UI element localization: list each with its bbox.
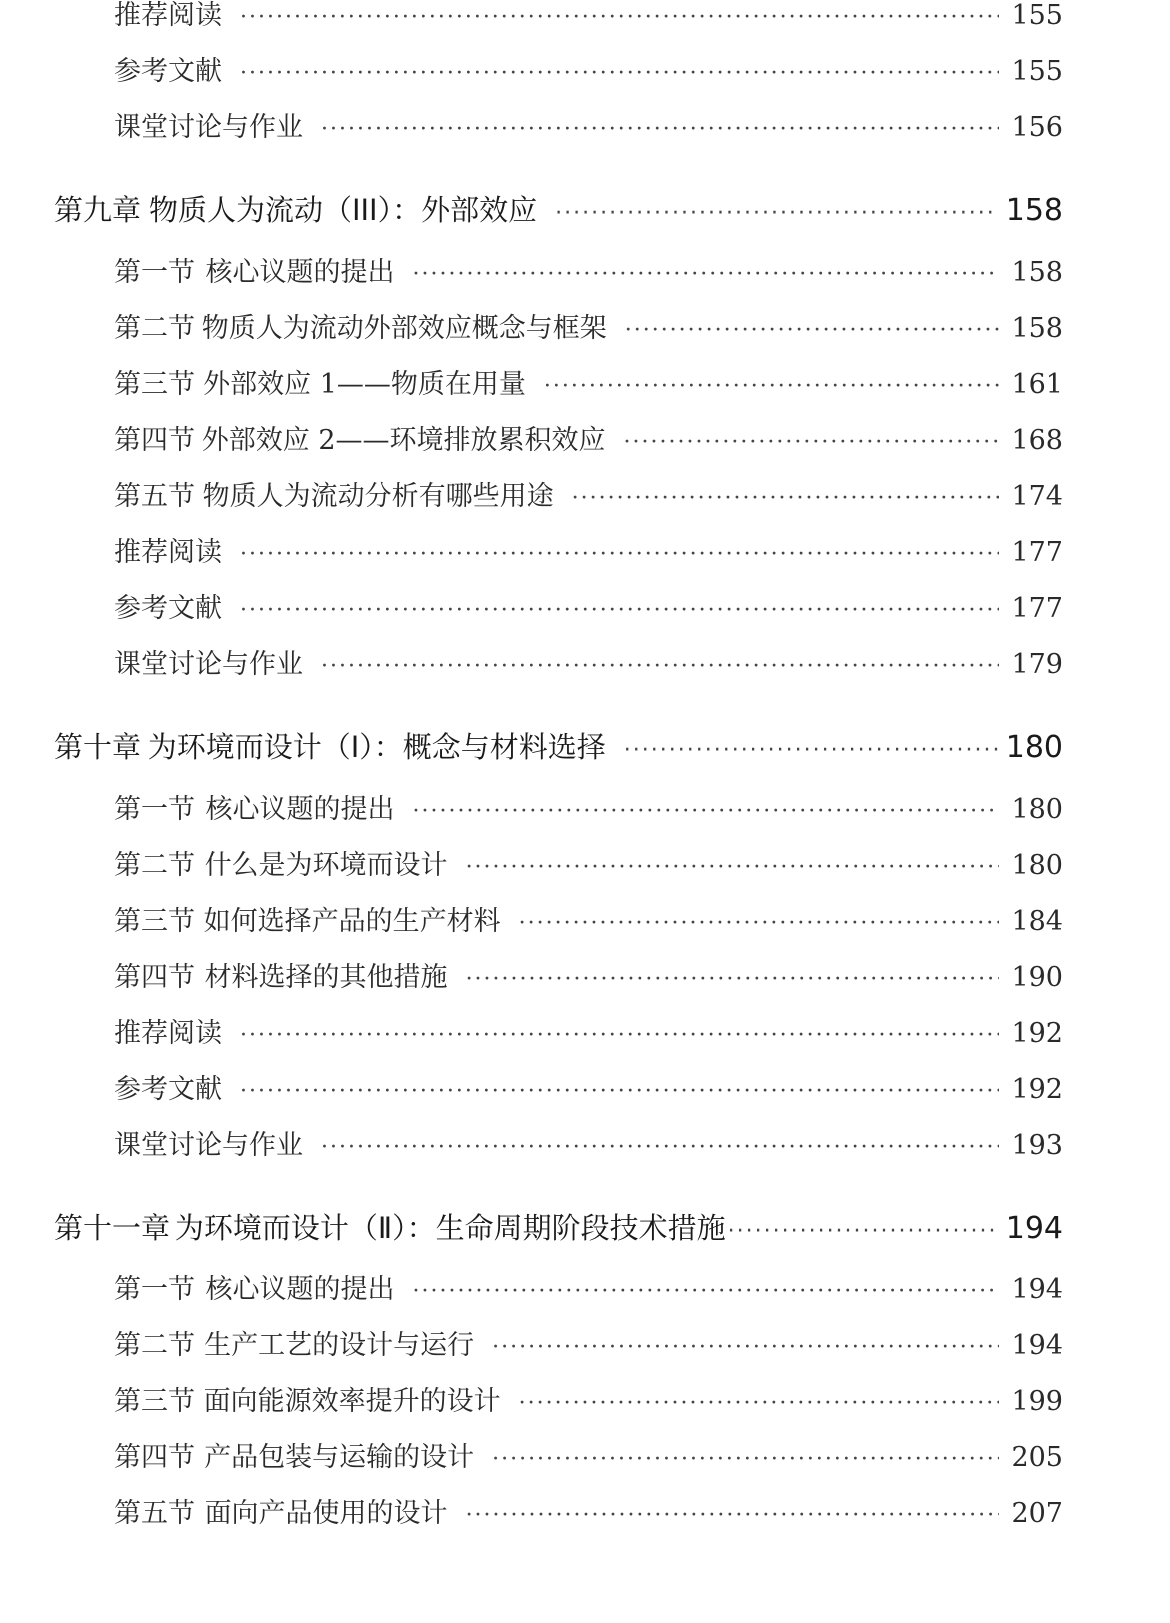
dot-leader	[413, 257, 999, 293]
section-number: 第五节	[114, 481, 195, 512]
chapter-number: 第十章	[54, 730, 142, 764]
dot-leader	[544, 369, 999, 405]
section-title: 物质人为流动外部效应概念与框架	[201, 313, 607, 344]
page-number: 177	[1011, 537, 1063, 568]
section-title: 外部效应 1——物质在用量	[203, 369, 526, 400]
toc-entry[interactable]	[114, 960, 1063, 998]
section-title: 外部效应 2——环境排放累积效应	[201, 425, 606, 456]
toc-entry[interactable]	[114, 110, 1063, 148]
dot-leader	[413, 794, 999, 830]
page-number: 168	[1011, 425, 1063, 456]
toc-entry[interactable]	[114, 311, 1063, 349]
entry-title: 参考文献	[114, 1074, 222, 1105]
toc-entry[interactable]	[114, 792, 1063, 830]
dot-leader	[466, 1498, 999, 1534]
section-title: 面向产品使用的设计	[204, 1498, 448, 1529]
dot-leader	[624, 425, 1000, 461]
section-number: 第二节	[114, 313, 195, 344]
dot-leader	[466, 962, 999, 998]
page-number: 156	[1011, 112, 1063, 143]
page-number: 161	[1011, 369, 1063, 400]
toc-entry[interactable]	[114, 1440, 1063, 1478]
toc-entry[interactable]	[114, 1072, 1063, 1110]
section-number: 第四节	[114, 425, 195, 456]
toc-entry[interactable]	[114, 423, 1063, 461]
toc-entry[interactable]	[114, 535, 1063, 573]
section-title: 核心议题的提出	[205, 794, 395, 825]
toc-chapter-entry[interactable]	[54, 190, 1063, 234]
toc-entry[interactable]	[114, 479, 1063, 517]
toc-entry[interactable]	[114, 1496, 1063, 1534]
section-title: 核心议题的提出	[205, 257, 395, 288]
page-number: 180	[1011, 850, 1063, 881]
toc-entry[interactable]	[114, 1128, 1063, 1166]
entry-title: 推荐阅读	[114, 0, 222, 31]
page-number: 199	[1011, 1386, 1063, 1417]
dot-leader	[728, 1212, 998, 1252]
entry-title: 推荐阅读	[114, 537, 222, 568]
toc-entry[interactable]	[114, 647, 1063, 685]
dot-leader	[625, 313, 999, 349]
dot-leader	[240, 537, 999, 573]
dot-leader	[519, 906, 999, 942]
section-title: 面向能源效率提升的设计	[203, 1386, 501, 1417]
chapter-number: 第九章	[54, 193, 142, 227]
page-number: 205	[1011, 1442, 1063, 1473]
section-number: 第一节	[114, 1274, 195, 1305]
page-number: 179	[1011, 649, 1063, 680]
section-number: 第二节	[114, 850, 195, 881]
toc-entry[interactable]	[114, 54, 1063, 92]
toc-entry[interactable]	[114, 1328, 1063, 1366]
section-number: 第五节	[114, 1498, 195, 1529]
page-number: 158	[1011, 257, 1063, 288]
toc-entry[interactable]	[114, 591, 1063, 629]
section-number: 第二节	[114, 1330, 195, 1361]
toc-entry[interactable]	[114, 255, 1063, 293]
dot-leader	[555, 194, 998, 234]
section-title: 生产工艺的设计与运行	[204, 1330, 475, 1361]
dot-leader	[240, 56, 999, 92]
page-number: 207	[1011, 1498, 1063, 1529]
dot-leader	[321, 112, 999, 148]
section-number: 第一节	[114, 257, 195, 288]
page-number: 194	[1005, 1211, 1063, 1246]
chapter-title: 为环境而设计（Ⅰ）：概念与材料选择	[147, 730, 606, 764]
dot-leader	[492, 1330, 999, 1366]
dot-leader	[492, 1442, 999, 1478]
chapter-title: 物质人为流动（III）：外部效应	[148, 193, 538, 227]
toc-chapter-entry[interactable]	[54, 1208, 1063, 1252]
dot-leader	[240, 593, 999, 629]
section-number: 第三节	[114, 369, 195, 400]
section-number: 第三节	[114, 1386, 195, 1417]
page-number: 174	[1011, 481, 1063, 512]
section-number: 第四节	[114, 1442, 195, 1473]
page-number: 158	[1011, 313, 1063, 344]
entry-title: 参考文献	[114, 593, 222, 624]
page-number: 180	[1005, 730, 1063, 765]
page-number: 180	[1011, 794, 1063, 825]
dot-leader	[413, 1274, 999, 1310]
section-title: 如何选择产品的生产材料	[203, 906, 501, 937]
chapter-title: 为环境而设计（Ⅱ）：生命周期阶段技术措施	[174, 1211, 726, 1245]
section-title: 核心议题的提出	[205, 1274, 395, 1305]
dot-leader	[519, 1386, 999, 1422]
toc-entry[interactable]	[114, 904, 1063, 942]
section-number: 第四节	[114, 962, 195, 993]
entry-title: 课堂讨论与作业	[114, 649, 303, 680]
section-number: 第三节	[114, 906, 195, 937]
page-number: 192	[1011, 1074, 1063, 1105]
toc-entry[interactable]	[114, 1384, 1063, 1422]
dot-leader	[321, 649, 999, 685]
page-number: 177	[1011, 593, 1063, 624]
page-number: 155	[1011, 0, 1063, 31]
section-title: 材料选择的其他措施	[204, 962, 448, 993]
toc-entry[interactable]	[114, 1016, 1063, 1054]
section-title: 物质人为流动分析有哪些用途	[202, 481, 554, 512]
entry-title: 课堂讨论与作业	[114, 1130, 303, 1161]
section-number: 第一节	[114, 794, 195, 825]
dot-leader	[466, 850, 999, 886]
page-number: 194	[1011, 1330, 1063, 1361]
page-number: 155	[1011, 56, 1063, 87]
section-title: 什么是为环境而设计	[204, 850, 448, 881]
page-number: 194	[1011, 1274, 1063, 1305]
toc-chapter-entry[interactable]	[54, 727, 1063, 771]
page-number: 158	[1005, 193, 1063, 228]
chapter-number: 第十一章	[54, 1211, 171, 1245]
toc-entry[interactable]	[114, 0, 1063, 36]
dot-leader	[240, 0, 999, 36]
dot-leader	[624, 731, 998, 771]
dot-leader	[240, 1018, 999, 1054]
section-title: 产品包装与运输的设计	[204, 1442, 475, 1473]
page-number: 184	[1011, 906, 1063, 937]
toc-entry[interactable]	[114, 1272, 1063, 1310]
toc-entry[interactable]	[114, 367, 1063, 405]
page-number: 190	[1011, 962, 1063, 993]
dot-leader	[572, 481, 999, 517]
page-number: 192	[1011, 1018, 1063, 1049]
page-number: 193	[1011, 1130, 1063, 1161]
entry-title: 参考文献	[114, 56, 222, 87]
entry-title: 课堂讨论与作业	[114, 112, 303, 143]
entry-title: 推荐阅读	[114, 1018, 222, 1049]
toc-entry[interactable]	[114, 848, 1063, 886]
dot-leader	[240, 1074, 999, 1110]
dot-leader	[321, 1130, 999, 1166]
